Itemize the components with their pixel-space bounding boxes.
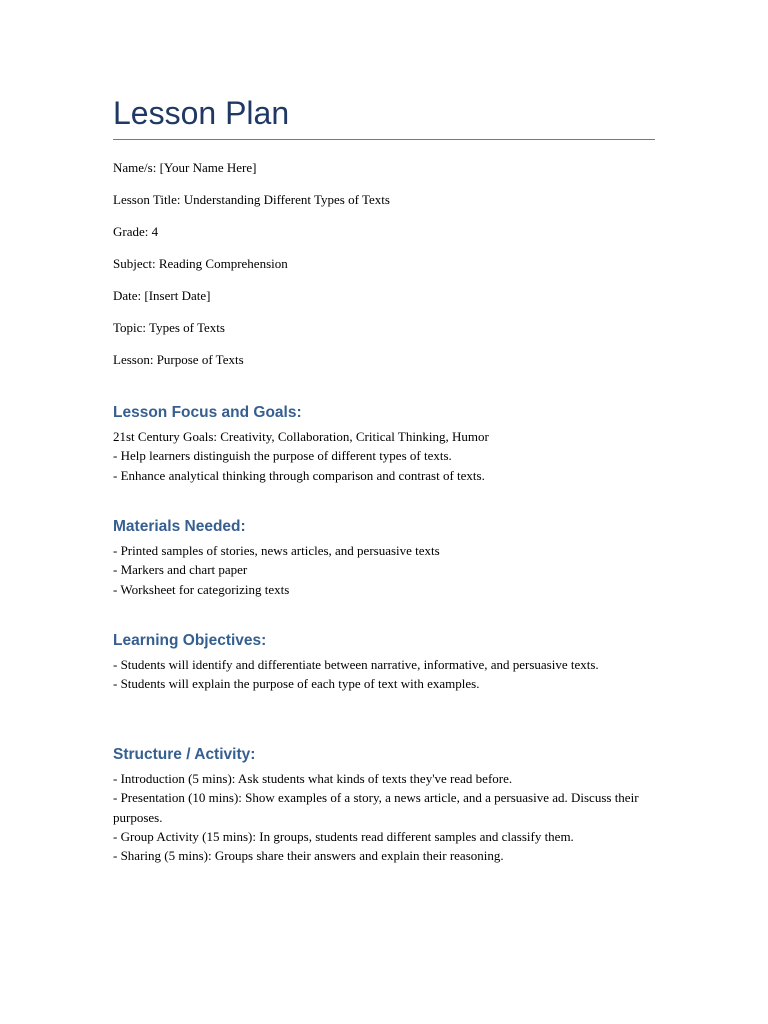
section-heading: Learning Objectives: — [113, 632, 267, 649]
section-line: - Enhance analytical thinking through comparison and contrast of texts. — [113, 467, 485, 483]
section-line: - Introduction (5 mins): Ask students what kinds of texts they've read before. — [113, 771, 513, 786]
section-line: - Printed samples of stories, news articles, and persuasive texts — [113, 543, 440, 558]
document-title: Lesson Plan — [113, 95, 290, 131]
section-learning-objectives — [113, 631, 655, 694]
section-line: - Group Activity (15 mins): In groups, students read different samples and classify them. — [113, 828, 574, 844]
section-line: 21st Century Goals: Creativity, Collaboration, Critical Thinking, Humor — [113, 429, 489, 444]
meta-topic: Topic: Types of Texts — [113, 320, 225, 335]
section-line: - Students will identify and differentiate between narrative, informative, and persuasive texts. — [113, 657, 599, 672]
meta-lesson: Lesson: Purpose of Texts — [113, 352, 244, 367]
section-heading: Structure / Activity: — [113, 746, 256, 763]
section-line: - Worksheet for categorizing texts — [113, 581, 290, 597]
meta-subject: Subject: Reading Comprehension — [113, 256, 288, 271]
section-structure-activity — [113, 745, 655, 865]
title-divider — [113, 139, 655, 140]
section-materials — [113, 517, 655, 599]
section-line: - Sharing (5 mins): Groups share their answers and explain their reasoning. — [113, 848, 504, 864]
section-heading: Materials Needed: — [113, 518, 246, 535]
meta-date: Date: [Insert Date] — [113, 288, 211, 303]
meta-name: Name/s: [Your Name Here] — [113, 160, 257, 175]
meta-lesson-title: Lesson Title: Understanding Different Types of Texts — [113, 192, 390, 207]
section-heading: Lesson Focus and Goals: — [113, 404, 302, 421]
section-line: - Help learners distinguish the purpose of different types of texts. — [113, 448, 452, 464]
section-line: - Students will explain the purpose of each type of text with examples. — [113, 676, 480, 692]
meta-grade: Grade: 4 — [113, 224, 159, 239]
section-line: - Markers and chart paper — [113, 562, 248, 578]
section-line: - Presentation (10 mins): Show examples of a story, a news article, and a persuasive ad. Discuss their purposes. — [113, 790, 639, 825]
section-lesson-focus — [113, 403, 655, 485]
